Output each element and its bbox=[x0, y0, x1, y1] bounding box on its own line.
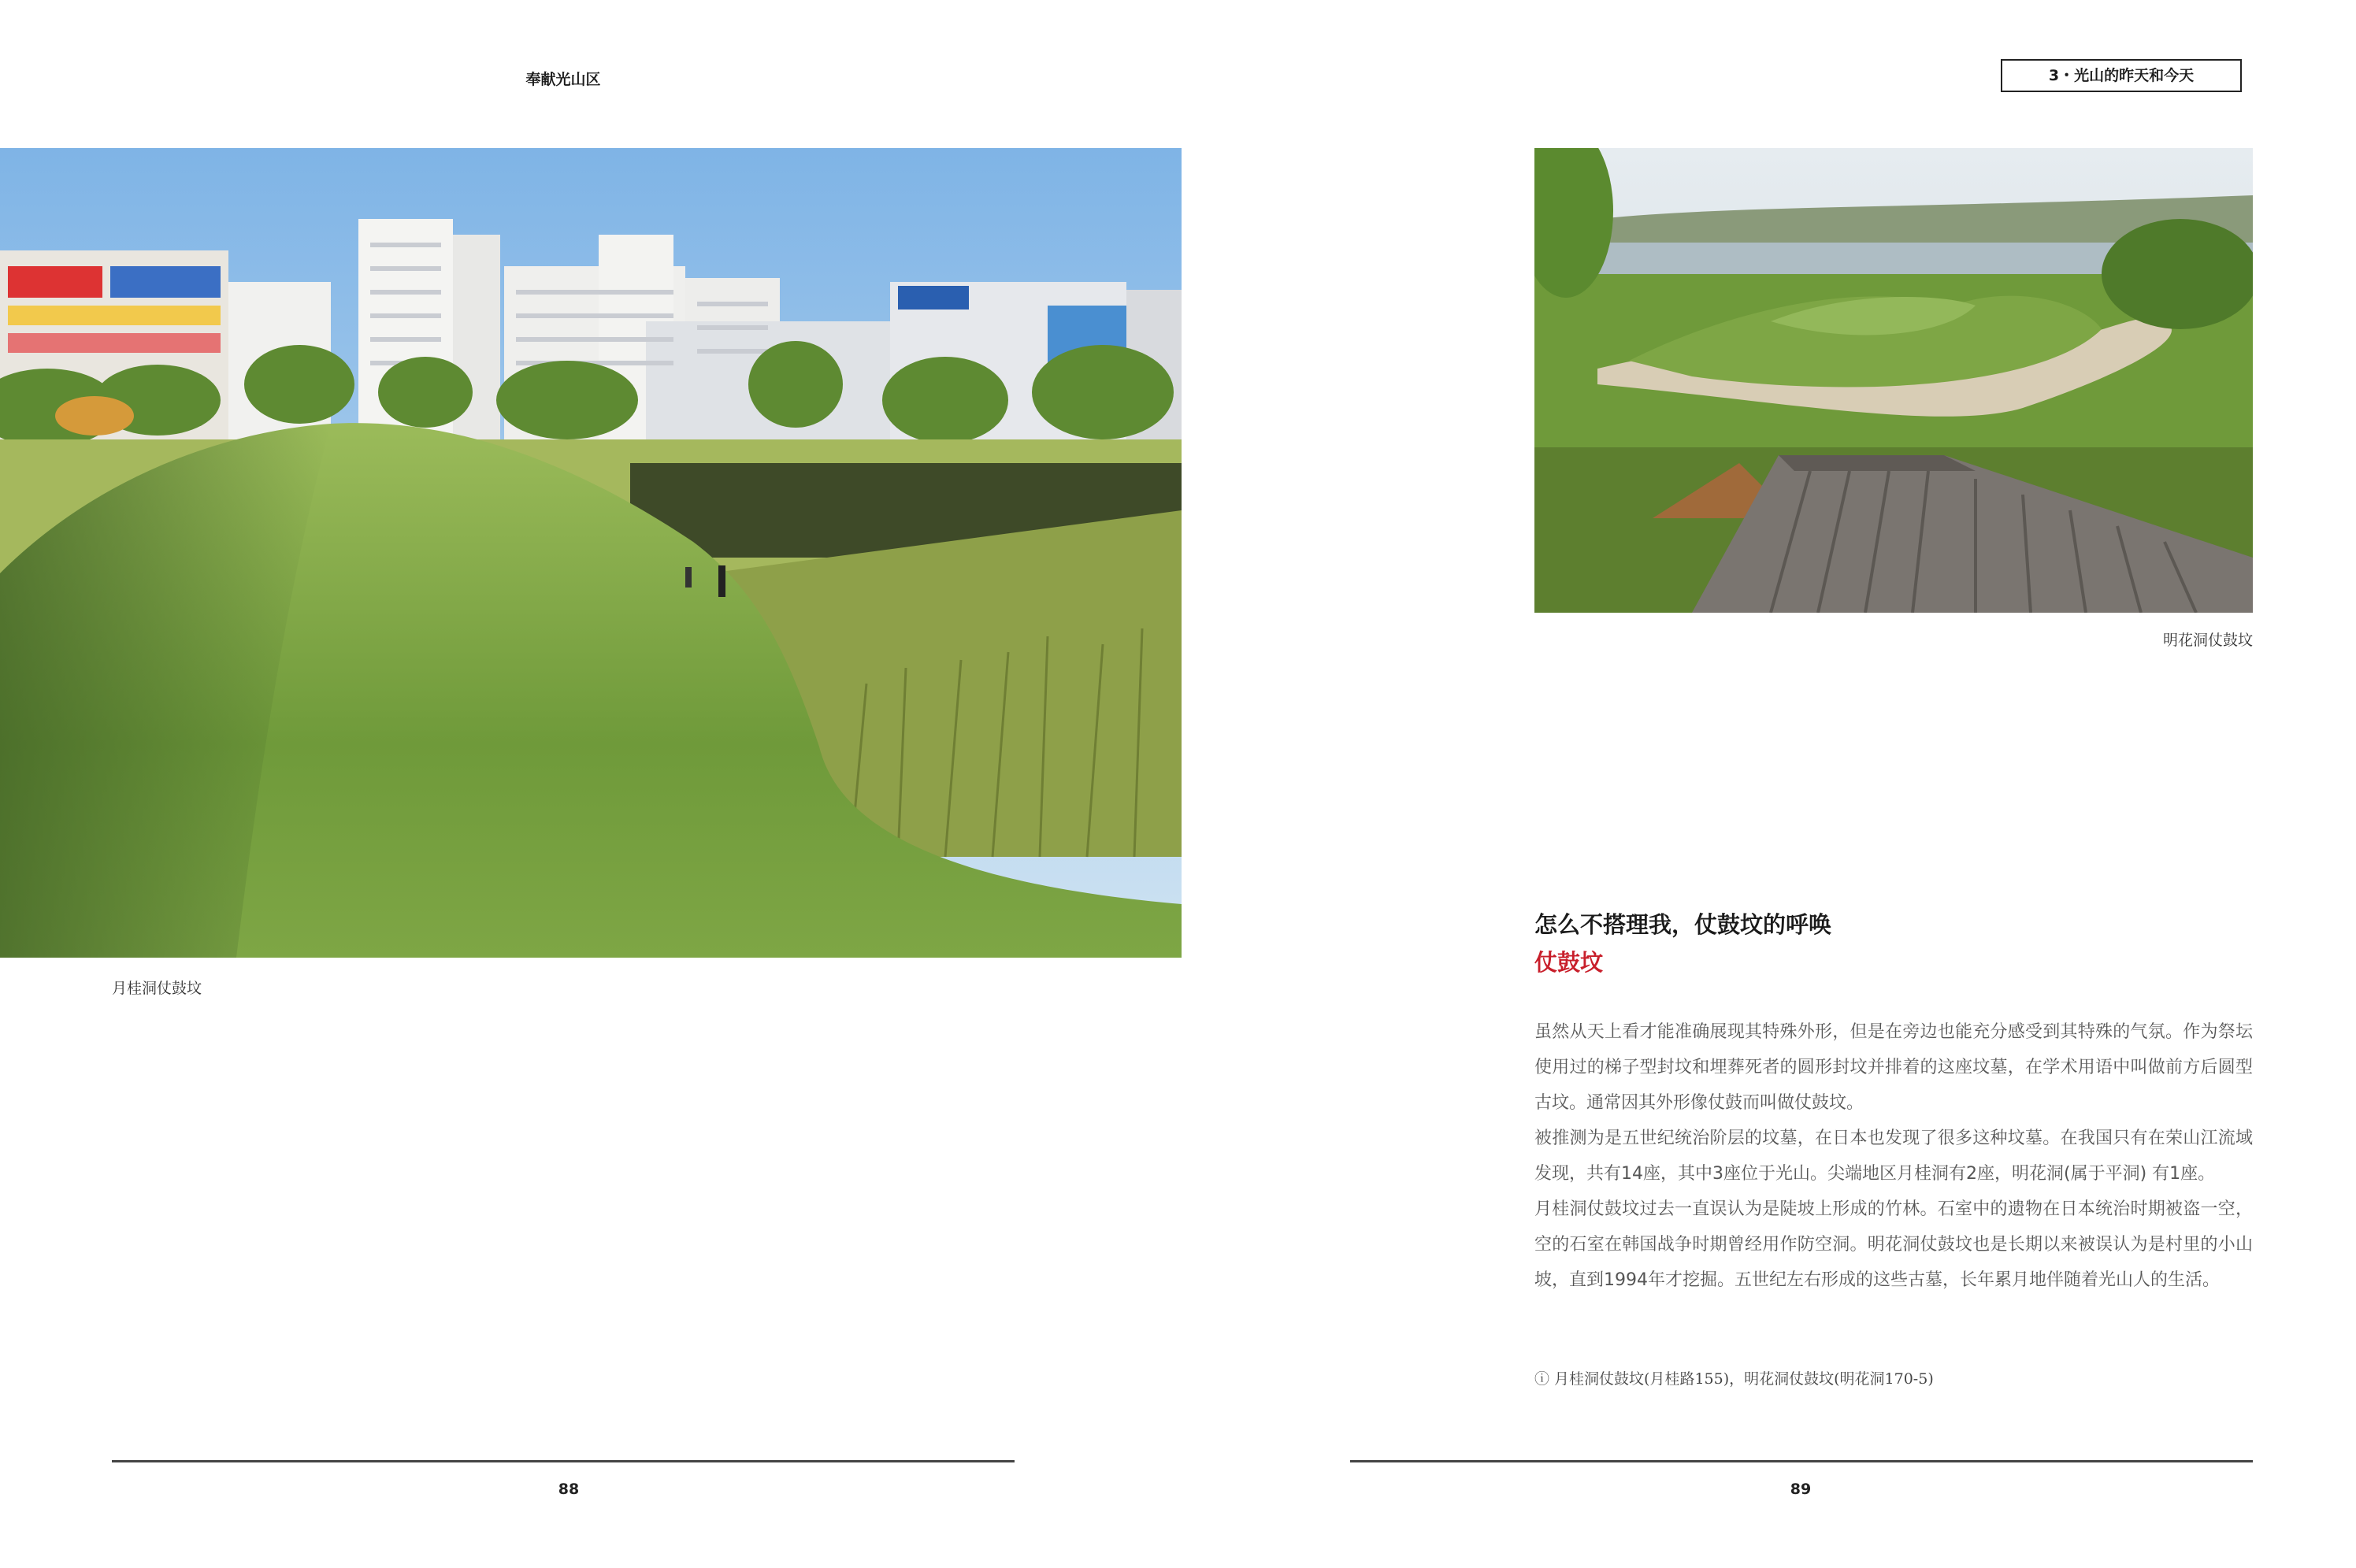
photo-wolgye-mound bbox=[0, 148, 1182, 958]
running-header-left: 奉献光山区 bbox=[525, 71, 601, 88]
photo-myeonghwa-mound bbox=[1534, 148, 2253, 613]
caption-right-photo: 明花洞仗鼓坟 bbox=[2162, 632, 2253, 649]
article-subtitle: 仗鼓坟 bbox=[1534, 949, 1604, 976]
page-number-right: 89 bbox=[1790, 1481, 1812, 1498]
article-title: 怎么不搭理我，仗鼓坟的呼唤 bbox=[1534, 911, 1832, 938]
location-note: ⓘ 月桂洞仗鼓坟(月桂路155)，明花洞仗鼓坟(明花洞170-5) bbox=[1534, 1370, 1934, 1388]
paragraph: 被推测为是五世纪统治阶层的坟墓，在日本也发现了很多这种坟墓。在我国只有在荣山江流域发现，共有14座，其中3座位于光山。尖端地区月桂洞有2座，明花洞(属于平洞) 有1座。 bbox=[1534, 1129, 2253, 1184]
page-number-left: 88 bbox=[558, 1481, 580, 1498]
footer-rule-left bbox=[112, 1460, 1015, 1462]
paragraph: 月桂洞仗鼓坟过去一直误认为是陡坡上形成的竹林。石室中的遗物在日本统治时期被盗一空，空的石室在韩国战争时期曾经用作防空洞。明花洞仗鼓坟也是长期以来被误认为是村里的小山坡，直到1994年才挖掘。五世纪左右形成的这些古墓，长年累月地伴随着光山人的生活。 bbox=[1534, 1199, 2253, 1290]
article-body bbox=[1534, 1014, 2253, 1298]
caption-left-photo: 月桂洞仗鼓坟 bbox=[112, 980, 202, 997]
chapter-header-box: 3・光山的昨天和今天 bbox=[2001, 59, 2242, 92]
footer-rule-right bbox=[1350, 1460, 2253, 1462]
paragraph: 虽然从天上看才能准确展现其特殊外形，但是在旁边也能充分感受到其特殊的气氛。作为祭坛使用过的梯子型封坟和埋葬死者的圆形封坟并排着的这座坟墓，在学术用语中叫做前方后圆型古坟。通常因其外形像仗鼓而叫做仗鼓坟。 bbox=[1534, 1022, 2253, 1113]
